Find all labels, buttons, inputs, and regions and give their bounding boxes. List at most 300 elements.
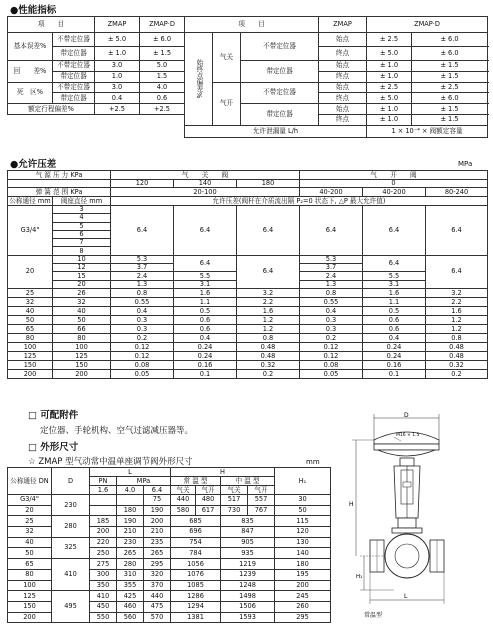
allowable-value: 6.4 [426, 206, 488, 256]
row-sublabel: 不带定位器 [53, 82, 95, 93]
allowable-value: 3.7 [111, 264, 174, 272]
h1-value: 195 [275, 569, 331, 580]
allowable-value: 6.4 [174, 206, 237, 256]
l-value [90, 505, 117, 516]
table-row [8, 17, 488, 33]
mode-label: 气关 [213, 33, 241, 83]
h-value: 1294 [171, 601, 221, 612]
seat-diameter: 12 [53, 264, 111, 272]
table-row [8, 82, 488, 93]
valve-outline-drawing [334, 410, 484, 624]
value-zmap: ± 5.0 [367, 93, 412, 104]
h-value: 1286 [171, 591, 221, 602]
allowable-value: 0.12 [111, 351, 174, 360]
allowable-value: 0.08 [300, 360, 363, 369]
spring-value: 40-200 [363, 188, 426, 197]
dn-label: 50 [8, 315, 53, 324]
value-zmap: 0.4 [95, 93, 140, 104]
l-value: 570 [144, 612, 171, 623]
dn-value: 150 [8, 601, 52, 612]
allowable-value: 2.2 [237, 297, 300, 306]
value-zmap: +2.5 [95, 104, 140, 115]
allowable-value: 0.2 [111, 333, 174, 342]
h-value: 1076 [171, 569, 221, 580]
pn-label: PN [90, 477, 117, 486]
h-value: 696 [171, 527, 221, 538]
value-zmap-d: 4.0 [140, 82, 185, 93]
diaphragm-flange [374, 444, 439, 450]
allowable-value: 5.3 [111, 255, 174, 263]
air-value: 140 [174, 180, 237, 188]
l-value: 460 [117, 601, 144, 612]
allowable-value: 0.55 [111, 297, 174, 306]
dn-value: 65 [8, 559, 52, 570]
leakage-value: 1 × 10⁻⁴ × 阀额定容量 [367, 125, 488, 137]
allowable-value: 3.2 [237, 288, 300, 297]
l-value: 300 [90, 569, 117, 580]
row-sublabel: 不带定位器 [53, 33, 95, 47]
h1-value: 260 [275, 601, 331, 612]
table-cell [8, 125, 185, 137]
seat-diameter: 50 [53, 315, 111, 324]
l-value: 295 [144, 559, 171, 570]
dn-label: G3/4" [8, 206, 53, 256]
dn-label: 80 [8, 333, 53, 342]
table-row [8, 591, 331, 602]
value-zmap-d: +2.5 [140, 104, 185, 115]
value-zmap: ± 1.0 [95, 47, 140, 61]
l-dimension-label: L [404, 593, 408, 600]
table-row [8, 333, 488, 342]
allowable-value: 0.5 [363, 306, 426, 315]
h1-value: 295 [275, 612, 331, 623]
allowable-value: 3.1 [363, 280, 426, 288]
mode-label: 气关 [221, 486, 248, 495]
seat-diameter: 66 [53, 324, 111, 333]
value-zmap-d: 0.6 [140, 93, 185, 104]
h1-value: 50 [275, 505, 331, 516]
leakage-label: 允许泄漏量 L/h [185, 125, 367, 137]
h-value: 440 [171, 495, 196, 506]
air-to-open-header: 气 开 阀 [300, 171, 488, 180]
l-value [117, 495, 144, 506]
allowable-value: 6.4 [300, 206, 363, 256]
allowable-value: 0.24 [174, 342, 237, 351]
allowable-value: 0.24 [363, 342, 426, 351]
allowable-value: 0.8 [237, 333, 300, 342]
normal-temp-header: 常 温 型 [171, 477, 221, 486]
dn-label: 200 [8, 369, 53, 378]
h-dimension-label: H [349, 501, 354, 508]
col-header-zmap-d: ZMAP·D [140, 17, 185, 33]
allowable-value: 6.4 [174, 255, 237, 272]
col-h1-header: H₁ [275, 468, 331, 495]
value-zmap-d: ± 1.5 [412, 104, 488, 115]
table-row [8, 495, 331, 506]
value-zmap-d: ± 6.0 [412, 93, 488, 104]
table-row [8, 537, 331, 548]
allowable-value: 5.5 [174, 272, 237, 280]
allowable-value: 0.6 [363, 324, 426, 333]
l-value: 450 [90, 601, 117, 612]
l-value: 410 [90, 591, 117, 602]
l-value: 440 [144, 591, 171, 602]
positioner-label: 带定位器 [241, 104, 319, 126]
point-label: 终点 [319, 71, 367, 82]
pn-value: 6.4 [144, 486, 171, 495]
allowable-value: 0.16 [363, 360, 426, 369]
h-value: 557 [248, 495, 275, 506]
value-zmap-d: ± 6.0 [140, 33, 185, 47]
value-zmap: ± 5.0 [95, 33, 140, 47]
allowable-value: 6.4 [363, 206, 426, 256]
l-value: 350 [90, 580, 117, 591]
l-value: 200 [90, 527, 117, 538]
dn-value: G3/4" [8, 495, 52, 506]
col-header-item: 项 目 [8, 17, 95, 33]
l-value: 185 [90, 516, 117, 527]
table-row [8, 324, 488, 333]
allowable-value: 0.3 [300, 315, 363, 324]
drawing-caption: 常温型 [364, 612, 383, 619]
value-zmap: ± 5.0 [367, 47, 412, 61]
table-row [8, 369, 488, 378]
table-row [8, 351, 488, 360]
allowable-value: 3.7 [300, 264, 363, 272]
section-accessories: □ 可配附件 [28, 410, 79, 421]
col-h-header: H [171, 468, 275, 477]
allowable-value: 0.3 [111, 315, 174, 324]
dn-value: 80 [8, 569, 52, 580]
row-label: 基本误差% [8, 33, 53, 61]
allowable-value: 1.6 [426, 306, 488, 315]
col-header-zmap-d2: ZMAP·D [367, 17, 488, 33]
allowable-value: 0.2 [426, 369, 488, 378]
h-value: 685 [171, 516, 221, 527]
allowable-value: 6.4 [363, 255, 426, 272]
allowable-value: 0.1 [363, 369, 426, 378]
value-zmap: 3.0 [95, 82, 140, 93]
thread-label: M16 × 1.5 [396, 433, 420, 438]
allowable-value: 0.24 [174, 351, 237, 360]
h-value: 1498 [221, 591, 275, 602]
col-l-header: L [90, 468, 171, 477]
allowable-value: 0.48 [237, 342, 300, 351]
allowable-value: 0.4 [363, 333, 426, 342]
allowable-value: 1.3 [111, 280, 174, 288]
h-value: 1248 [221, 580, 275, 591]
table-row [8, 61, 488, 72]
dn-label: 40 [8, 306, 53, 315]
allowable-value: 0.6 [363, 315, 426, 324]
h1-value: 120 [275, 527, 331, 538]
h1-value: 245 [275, 591, 331, 602]
dims-table-grid [7, 467, 331, 623]
table-row [8, 206, 488, 214]
point-label: 终点 [319, 47, 367, 61]
seat-diameter: 200 [53, 369, 111, 378]
l-value: 75 [144, 495, 171, 506]
allowable-value: 0.12 [111, 342, 174, 351]
l-value: 200 [144, 516, 171, 527]
allowable-value: 0.8 [111, 288, 174, 297]
yoke-top [400, 458, 414, 466]
dn-label: 150 [8, 360, 53, 369]
l-value: 220 [90, 537, 117, 548]
table-row [8, 288, 488, 297]
allowable-value: 1.6 [363, 288, 426, 297]
l-value: 560 [117, 612, 144, 623]
allowable-value: 0.4 [174, 333, 237, 342]
col-header-zmap: ZMAP [95, 17, 140, 33]
h-value: 905 [221, 537, 275, 548]
l-value: 265 [144, 548, 171, 559]
table-row [8, 516, 331, 527]
allowable-value: 3.2 [426, 288, 488, 297]
d-value: 230 [52, 495, 90, 516]
diaphragm-bottom [378, 450, 435, 456]
allowable-value: 0.8 [300, 288, 363, 297]
h-value: 480 [196, 495, 221, 506]
table-row [8, 180, 488, 188]
l-value: 425 [117, 591, 144, 602]
allowable-value: 3.1 [174, 280, 237, 288]
pressure-table-grid [7, 170, 488, 379]
h-value: 1381 [171, 612, 221, 623]
allowable-value: 1.2 [426, 315, 488, 324]
allowable-value: 0.4 [300, 306, 363, 315]
air-value: 180 [237, 180, 300, 188]
allowable-value: 0.2 [237, 369, 300, 378]
h-value: 784 [171, 548, 221, 559]
h-value: 1506 [221, 601, 275, 612]
allowable-value: 0.32 [237, 360, 300, 369]
outline-title: ☆ ZMAP 型气动常中温单座调节阀外形尺寸 [28, 457, 193, 467]
table-row [8, 125, 488, 137]
row-sublabel: 带定位器 [53, 47, 95, 61]
allowable-value: 2.2 [426, 297, 488, 306]
l-value: 550 [90, 612, 117, 623]
perf-table-grid [7, 16, 488, 138]
positioner-label: 带定位器 [241, 61, 319, 83]
col-dn-header: 公称通径 mm [9, 196, 51, 205]
seat-diameter: 6 [53, 230, 111, 238]
l-value [90, 495, 117, 506]
air-value: 120 [111, 180, 174, 188]
dn-label: 20 [8, 255, 53, 288]
value-zmap-d: ± 1.5 [140, 47, 185, 61]
table-row [8, 342, 488, 351]
h-value: 754 [171, 537, 221, 548]
point-label: 始点 [319, 82, 367, 93]
h1-dimension-label: H₁ [356, 574, 363, 580]
allowable-value: 1.2 [237, 324, 300, 333]
l-value: 275 [90, 559, 117, 570]
section-allowable-pressure: ●允许压差 [10, 159, 57, 170]
allowable-value: 0.4 [111, 306, 174, 315]
dn-value: 40 [8, 537, 52, 548]
col-dn-header: 公称通径 DN [8, 468, 52, 495]
seat-diameter: 26 [53, 288, 111, 297]
allowable-value: 0.3 [300, 324, 363, 333]
d-dimension-label: D [404, 412, 409, 419]
air-source-label: 气 源 压 力 KPa [8, 171, 111, 180]
unit-mm: mm [306, 458, 320, 466]
table-cell [8, 180, 111, 188]
h-value: 1239 [221, 569, 275, 580]
allowable-value: 1.2 [426, 324, 488, 333]
col-header-zmap2: ZMAP [319, 17, 367, 33]
bonnet-flange [392, 528, 422, 533]
allowable-value: 0.16 [174, 360, 237, 369]
table-row [8, 171, 488, 180]
mode-label: 气开 [196, 486, 221, 495]
allowable-value: 1.1 [174, 297, 237, 306]
value-zmap: ± 1.0 [367, 114, 412, 125]
row-sublabel: 带定位器 [53, 93, 95, 104]
value-zmap-d: ± 6.0 [412, 33, 488, 47]
h-value: 767 [248, 505, 275, 516]
mpa-label: MPa [117, 477, 171, 486]
value-zmap: 1.0 [95, 71, 140, 82]
value-zmap: ± 2.5 [367, 82, 412, 93]
h1-value: 30 [275, 495, 331, 506]
row-sublabel: 不带定位器 [53, 61, 95, 72]
l-value: 180 [117, 505, 144, 516]
seat-diameter: 40 [53, 306, 111, 315]
allowable-value: 0.48 [237, 351, 300, 360]
value-zmap-d: ± 2.5 [412, 82, 488, 93]
l-value: 320 [144, 569, 171, 580]
allowable-value: 5.3 [300, 255, 363, 263]
point-label: 始点 [319, 61, 367, 72]
dn-label: 25 [8, 288, 53, 297]
value-zmap: ± 2.5 [367, 33, 412, 47]
table-row [8, 297, 488, 306]
spring-value: 20-100 [111, 188, 300, 197]
allowable-value: 6.4 [111, 206, 174, 256]
seat-diameter: 8 [53, 247, 111, 255]
allowable-value: 1.1 [363, 297, 426, 306]
seat-diameter: 150 [53, 360, 111, 369]
dn-value: 32 [8, 527, 52, 538]
air-to-close-header: 气 关 阀 [111, 171, 300, 180]
d-value: 280 [52, 516, 90, 537]
h-value: 1593 [221, 612, 275, 623]
l-value: 230 [117, 537, 144, 548]
allowable-value: 6.4 [426, 255, 488, 288]
allowable-value: 0.8 [426, 333, 488, 342]
seat-diameter: 125 [53, 351, 111, 360]
dn-value: 200 [8, 612, 52, 623]
allowable-value: 0.55 [300, 297, 363, 306]
section-dimensions: □ 外形尺寸 [28, 442, 79, 453]
spring-value: 80-240 [426, 188, 488, 197]
l-value: 370 [144, 580, 171, 591]
dn-label: 125 [8, 351, 53, 360]
table-row [8, 559, 331, 570]
h-value: 730 [221, 505, 248, 516]
dn-value: 50 [8, 548, 52, 559]
h1-value: 130 [275, 537, 331, 548]
value-zmap-d: ± 1.5 [412, 61, 488, 72]
allowable-value: 1.3 [300, 280, 363, 288]
h-value: 1219 [221, 559, 275, 570]
allowable-value: 0.3 [111, 324, 174, 333]
seat-diameter: 10 [53, 255, 111, 263]
table-row [8, 255, 488, 263]
l-value: 355 [117, 580, 144, 591]
seat-diameter: 3 [53, 206, 111, 214]
unit-mpa: MPa [458, 160, 473, 168]
l-value: 190 [117, 516, 144, 527]
table-row [8, 33, 488, 47]
allowable-value: 0.12 [300, 351, 363, 360]
allowable-value: 1.6 [174, 288, 237, 297]
l-value: 475 [144, 601, 171, 612]
allowable-value: 0.24 [363, 351, 426, 360]
dn-value: 100 [8, 580, 52, 591]
bonnet [398, 518, 416, 528]
table-row [8, 104, 488, 115]
allowable-value: 0.6 [174, 315, 237, 324]
row-label-stroke-deviation: 额定行程偏差% [8, 104, 95, 115]
section-performance: ●性能指标 [10, 5, 57, 16]
table-row [8, 197, 488, 206]
seat-diameter: 100 [53, 342, 111, 351]
row-label: 回 差% [8, 61, 53, 83]
value-zmap-d: 1.5 [140, 71, 185, 82]
allowable-value: 2.4 [300, 272, 363, 280]
h-value: 617 [196, 505, 221, 516]
row-label: 死 区% [8, 82, 53, 104]
h-value: 1056 [171, 559, 221, 570]
l-value: 280 [117, 559, 144, 570]
table-row [8, 468, 331, 477]
allowable-value: 0.6 [174, 324, 237, 333]
h-value: 847 [221, 527, 275, 538]
l-value: 250 [90, 548, 117, 559]
allowable-value: 1.2 [237, 315, 300, 324]
col-seat-header: 阀座直径 mm [53, 197, 111, 206]
point-label: 始点 [319, 33, 367, 47]
d-value: 410 [52, 559, 90, 591]
allowable-value: 0.08 [111, 360, 174, 369]
allowable-value: 2.4 [111, 272, 174, 280]
point-label: 终点 [319, 93, 367, 104]
allowable-value: 0.2 [300, 333, 363, 342]
point-label: 终点 [319, 114, 367, 125]
allowable-value: 6.4 [237, 255, 300, 288]
h1-value: 115 [275, 516, 331, 527]
h-value: 1085 [171, 580, 221, 591]
allowable-value: 0.05 [300, 369, 363, 378]
seat-diameter: 20 [53, 280, 111, 288]
value-zmap: ± 1.0 [367, 104, 412, 115]
allowable-value: 0.1 [174, 369, 237, 378]
spring-value: 40-200 [300, 188, 363, 197]
l-value: 210 [144, 527, 171, 538]
value-zmap: ± 1.0 [367, 61, 412, 72]
row-label-endpoint-deviation: 始终点偏差% [185, 33, 213, 126]
value-zmap: ± 1.0 [367, 71, 412, 82]
allowable-value: 1.6 [237, 306, 300, 315]
allowable-value: 0.5 [174, 306, 237, 315]
h1-value: 180 [275, 559, 331, 570]
allowable-value: 0.48 [426, 351, 488, 360]
l-value: 210 [117, 527, 144, 538]
l-value: 235 [144, 537, 171, 548]
